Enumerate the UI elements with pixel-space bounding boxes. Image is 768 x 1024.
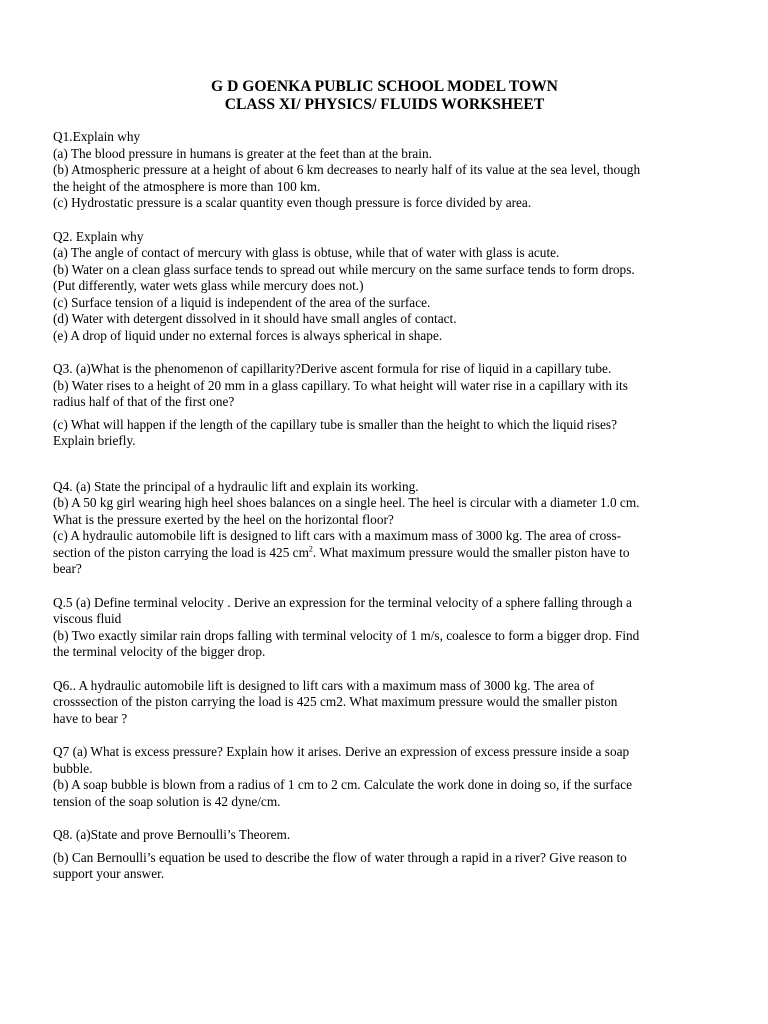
q4-c2-text-end: . What maximum pressure would the smaller piston have to bbox=[312, 544, 630, 560]
q6-line1: Q6.. A hydraulic automobile lift is designed to lift cars with a maximum mass of 3000 kg. The area of bbox=[53, 677, 595, 693]
q7-part-a-line1: Q7 (a) What is excess pressure? Explain how it arises. Derive an expression of excess pressure inside a soap bbox=[53, 744, 630, 759]
q3-part-a: Q3. (a)What is the phenomenon of capillarity?Derive ascent formula for rise of liquid in a capillary tube. bbox=[53, 361, 612, 376]
q4-c2-text: section of the piston carrying the load is 425 cm bbox=[53, 544, 309, 560]
q3-part-b-line1: (b) Water rises to a height of 20 mm in a glass capillary. To what height will water rise in a capillary with its bbox=[53, 377, 628, 393]
q4-part-b-line2: What is the pressure exerted by the heel on the horizontal floor? bbox=[53, 511, 394, 527]
q5-part-a-line1: Q.5 (a) Define terminal velocity . Derive an expression for the terminal velocity of a sphere falling through a bbox=[53, 594, 632, 610]
question-2 bbox=[53, 229, 728, 345]
question-7 bbox=[53, 744, 728, 810]
q4-part-b-line1: (b) A 50 kg girl wearing high heel shoes balances on a single heel. The heel is circular with a diameter 1.0 cm. bbox=[53, 495, 640, 510]
worksheet-title: CLASS XI/ PHYSICS/ FLUIDS WORKSHEET bbox=[224, 96, 545, 113]
question-3 bbox=[53, 361, 728, 450]
question-4 bbox=[53, 479, 728, 578]
q6-line3: have to bear ? bbox=[53, 710, 128, 726]
worksheet-header bbox=[53, 78, 728, 114]
q4-part-c-line1: (c) A hydraulic automobile lift is designed to lift cars with a maximum mass of 3000 kg. The area of cross- bbox=[53, 528, 622, 543]
q7-part-a-line2: bubble. bbox=[53, 760, 93, 776]
q2-part-c: (c) Surface tension of a liquid is independent of the area of the surface. bbox=[53, 294, 431, 310]
q1-part-c: (c) Hydrostatic pressure is a scalar quantity even though pressure is force divided by area. bbox=[53, 195, 532, 210]
question-5 bbox=[53, 595, 728, 661]
q3-part-c-line2: Explain briefly. bbox=[53, 433, 136, 448]
q2-part-a: (a) The angle of contact of mercury with glass is obtuse, while that of water with glass is acute. bbox=[53, 245, 560, 260]
q7-part-b-line2: tension of the soap solution is 42 dyne/cm. bbox=[53, 793, 281, 809]
q2-title: Q2. Explain why bbox=[53, 228, 144, 244]
q4-part-c-line2 bbox=[53, 545, 728, 562]
q6-line2: crosssection of the piston carrying the load is 425 cm2. What maximum pressure would the smaller piston bbox=[53, 694, 618, 709]
q1-title: Q1.Explain why bbox=[53, 129, 141, 144]
q8-part-a: Q8. (a)State and prove Bernoulli’s Theorem. bbox=[53, 827, 291, 842]
q1-part-b-line1: (b) Atmospheric pressure at a height of about 6 km decreases to nearly half of its value at the sea level, though bbox=[53, 162, 641, 177]
q7-part-b-line1: (b) A soap bubble is blown from a radius of 1 cm to 2 cm. Calculate the work done in doing so, if the surface bbox=[53, 777, 633, 792]
school-name: G D GOENKA PUBLIC SCHOOL MODEL TOWN bbox=[211, 78, 558, 95]
q4-part-c-line3: bear? bbox=[53, 561, 82, 576]
q2-part-b-line1: (b) Water on a clean glass surface tends to spread out while mercury on the same surface tends to form drops. bbox=[53, 261, 635, 277]
q2-part-e: (e) A drop of liquid under no external forces is always spherical in shape. bbox=[53, 327, 443, 343]
q8-part-b-line2: support your answer. bbox=[53, 866, 165, 881]
q8-part-b-line1: (b) Can Bernoulli’s equation be used to describe the flow of water through a rapid in a river? Give reason to bbox=[53, 849, 627, 865]
q2-part-d: (d) Water with detergent dissolved in it should have small angles of contact. bbox=[53, 311, 457, 326]
q5-part-b-line2: the terminal velocity of the bigger drop. bbox=[53, 644, 266, 659]
question-8 bbox=[53, 827, 728, 883]
question-6 bbox=[53, 678, 728, 728]
q2-part-b-line2: (Put differently, water wets glass while mercury does not.) bbox=[53, 278, 364, 293]
q3-part-c-line1: (c) What will happen if the length of the capillary tube is smaller than the height to which the liquid rises? bbox=[53, 416, 617, 432]
q4-part-a: Q4. (a) State the principal of a hydraulic lift and explain its working. bbox=[53, 478, 419, 494]
question-1 bbox=[53, 129, 728, 212]
q5-part-a-line2: viscous fluid bbox=[53, 611, 122, 626]
q3-part-b-line2: radius half of that of the first one? bbox=[53, 394, 235, 409]
q1-part-b-line2: the height of the atmosphere is more than 100 km. bbox=[53, 178, 321, 194]
q1-part-a: (a) The blood pressure in humans is greater at the feet than at the brain. bbox=[53, 145, 432, 161]
q5-part-b-line1: (b) Two exactly similar rain drops falling with terminal velocity of 1 m/s, coalesce to form a bigger drop. Find bbox=[53, 627, 640, 643]
q4-c2-superscript: 2 bbox=[308, 544, 313, 554]
